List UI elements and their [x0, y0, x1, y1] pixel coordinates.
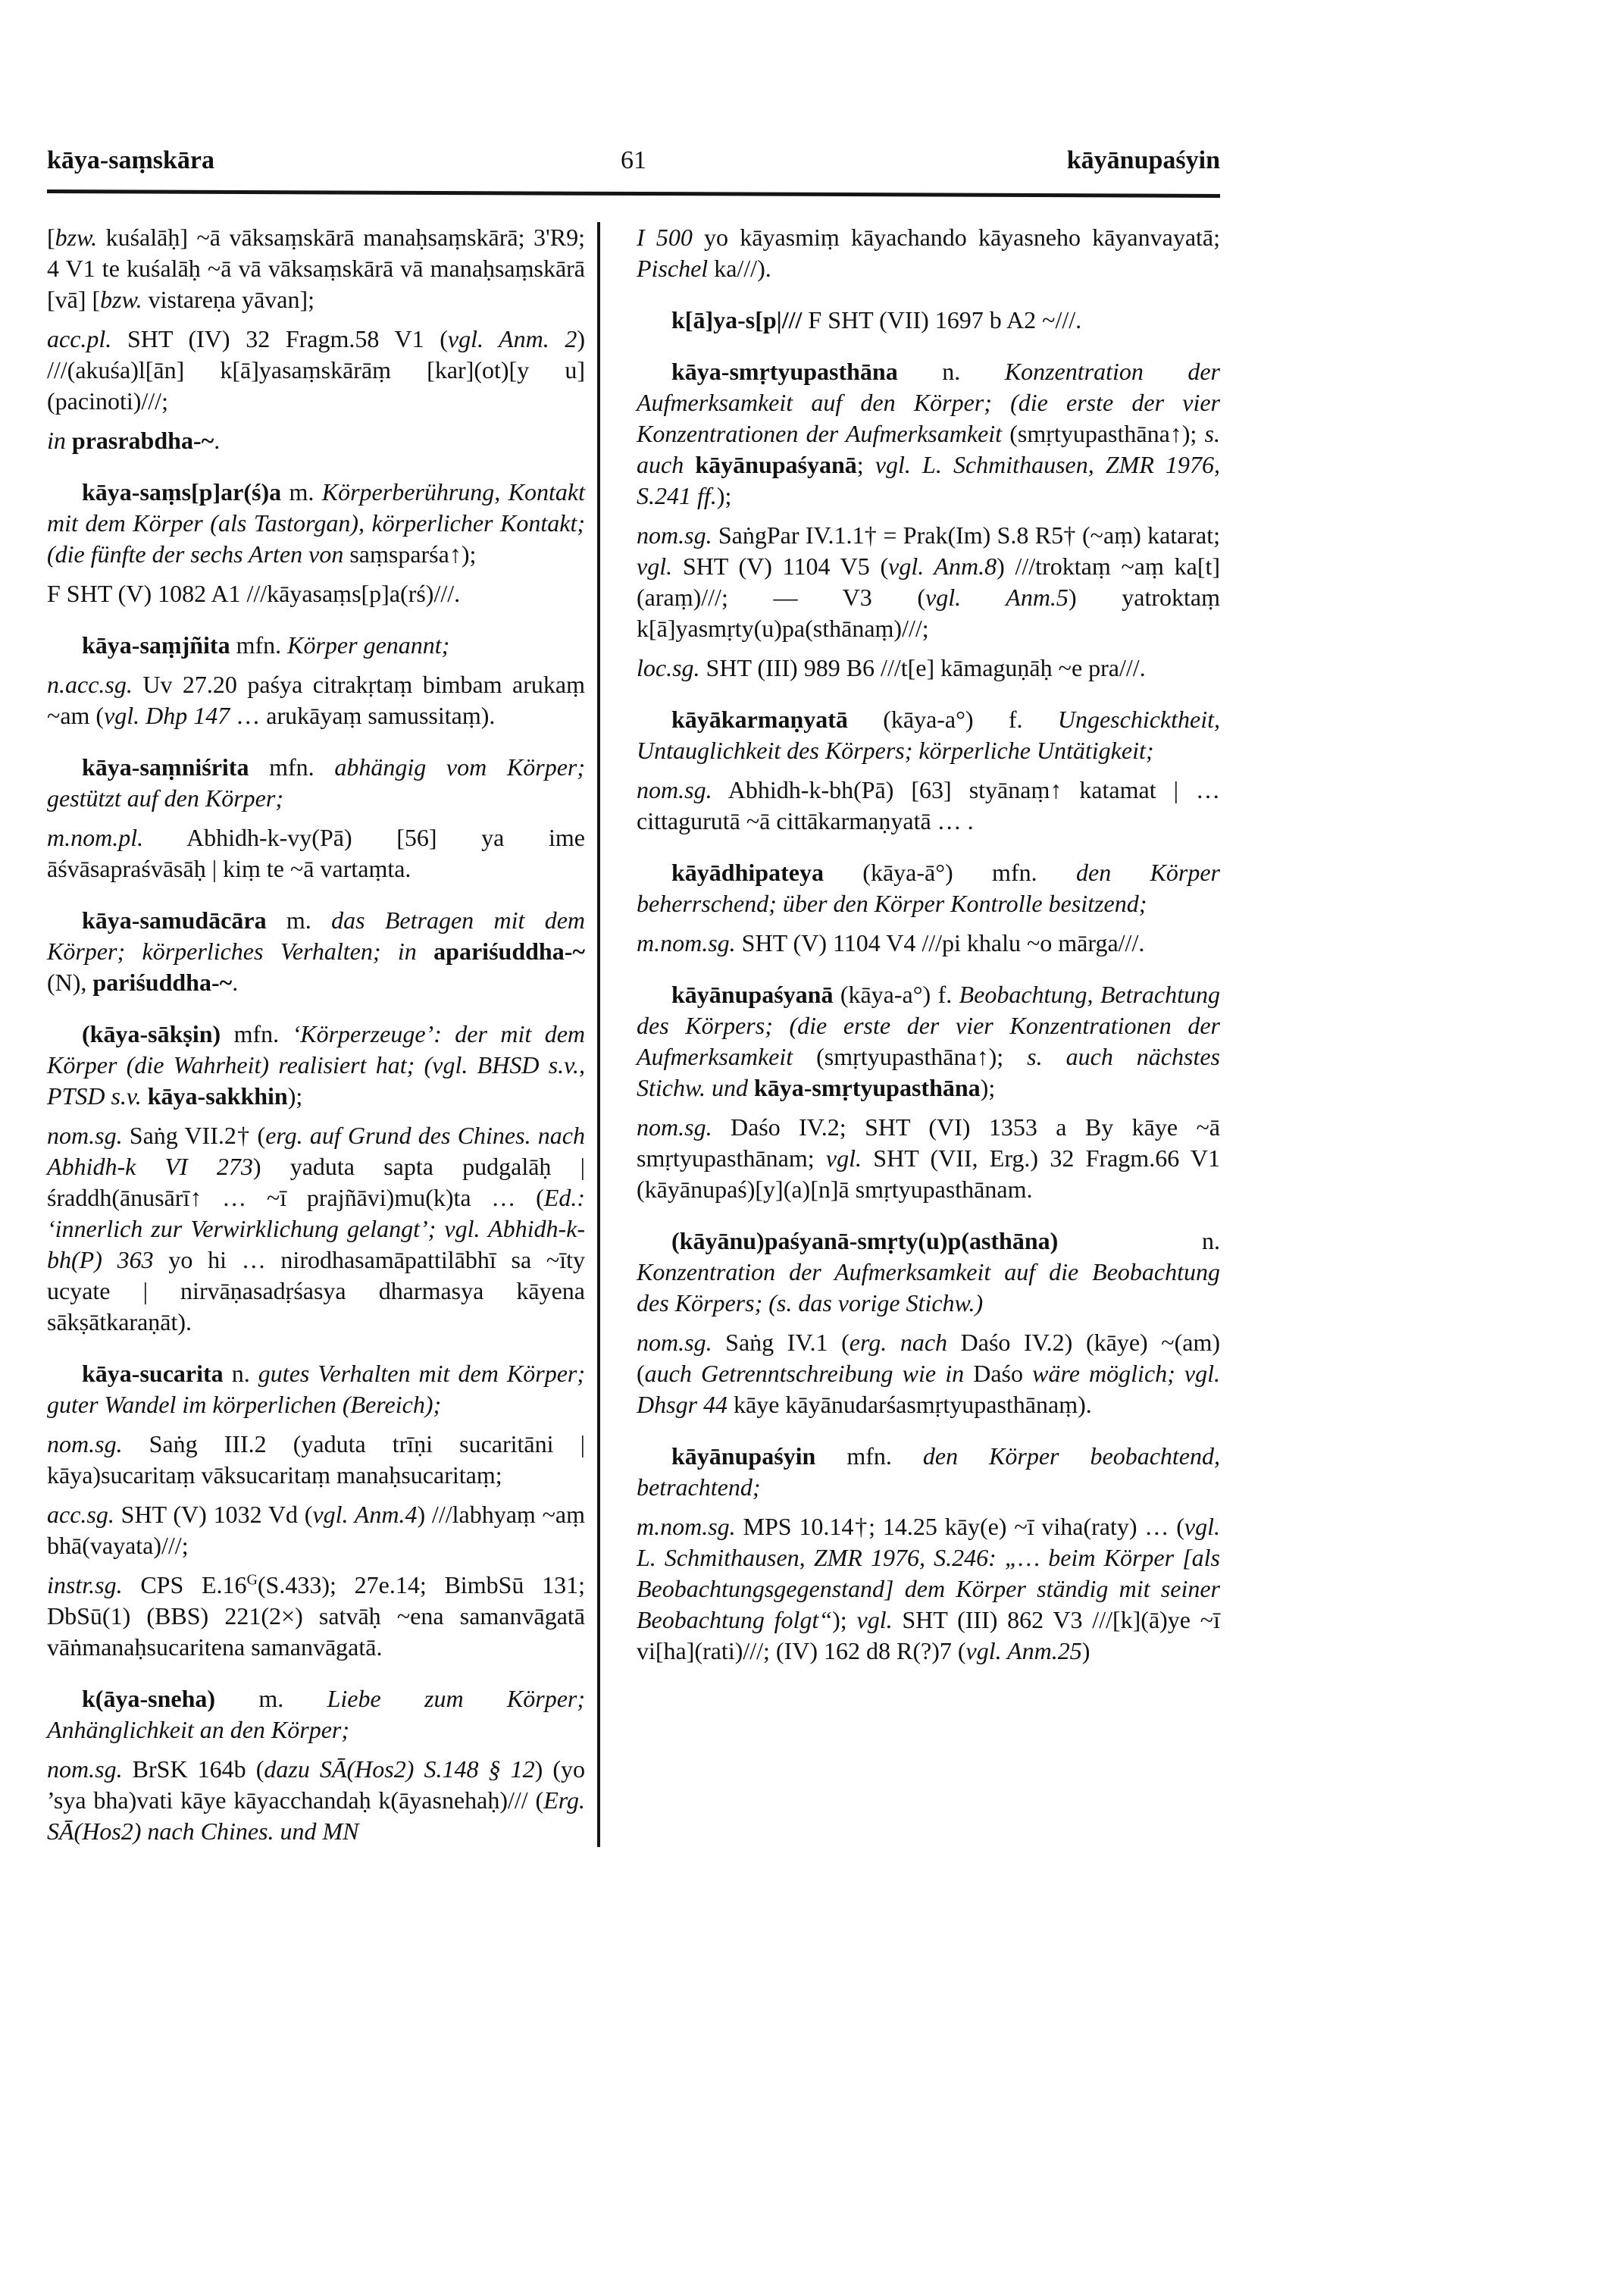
paragraph — [637, 1327, 1220, 1420]
text-run: ) ///(akuśa)l[ān] k[ā]yasaṃskārāṃ [kar](ot)[y u](pacinoti)///; — [47, 325, 585, 415]
text-run: prasrabdha-~ — [71, 427, 214, 454]
text-run: (kāyānu)paśyanā-smṛty(u)p(asthāna) — [671, 1227, 1059, 1254]
entry-paragraph — [637, 305, 1220, 336]
text-run: nom.sg. — [637, 1329, 712, 1356]
text-run: acc.pl. — [47, 325, 112, 352]
text-run — [66, 427, 72, 454]
text-run: dazu SĀ(Hos2) S.148 § 12 — [264, 1755, 535, 1783]
text-run: acc.sg. — [47, 1501, 114, 1528]
text-run: Konzentration der Aufmerksamkeit auf den Körper; (die erste der vier Konzentrationen der Aufmerksamkeit — [637, 358, 1220, 447]
running-header — [47, 144, 1220, 177]
text-run: nom.sg. — [47, 1122, 123, 1149]
text-run: vgl. — [637, 553, 673, 580]
text-run: den Körper beobachtend, betrachtend; — [637, 1442, 1220, 1501]
entry-paragraph — [637, 857, 1220, 919]
paragraph — [47, 1754, 585, 1847]
text-run: SHT (III) 862 V3 ///[k](ā)ye ~ī vi[ha](rati)///; (IV) 162 d8 R(?)7 ( — [637, 1606, 1221, 1664]
entry-paragraph — [47, 630, 585, 661]
right-column — [637, 222, 1220, 1847]
text-run: instr.sg. — [47, 1571, 123, 1598]
paragraph — [47, 222, 585, 315]
text-run: (S.433); 27e.14; BimbSū 131; DbSū(1) (BBS) 221(2×) satvāḥ ~ena samanvāgatā vāṅmanaḥsucaritena samanvāgatā. — [47, 1571, 586, 1661]
text-run: vgl. Dhp 147 — [104, 702, 230, 729]
page-number: 61 — [621, 146, 646, 174]
text-run: auch Getrenntschreibung wie in — [644, 1360, 965, 1387]
entry-paragraph — [637, 704, 1220, 766]
text-run: BrSK 164b ( — [122, 1755, 264, 1783]
text-run: Abhidh-k-vy(Pā) [56] ya ime āśvāsapraśvāsāḥ | kiṃ te ~ā vartaṃta. — [47, 824, 585, 882]
text-run: SHT (V) 1032 Vd ( — [114, 1501, 313, 1528]
entry-paragraph — [47, 1683, 585, 1745]
paragraph — [47, 1429, 585, 1491]
text-run: nom.sg. — [47, 1430, 123, 1457]
text-run: mfn. — [249, 753, 335, 781]
entry-paragraph — [47, 477, 585, 570]
text-run: vgl. Anm.25 — [965, 1637, 1082, 1664]
text-run: kāya-sakkhin — [147, 1082, 288, 1110]
entry-paragraph — [637, 356, 1220, 512]
text-run: kāya-sucarita — [82, 1360, 224, 1387]
text-run: erg. nach — [849, 1329, 948, 1356]
text-run: n. — [897, 358, 1005, 385]
text-run: Liebe zum Körper; Anhänglichkeit an den Körper; — [47, 1685, 586, 1743]
entry-paragraph — [637, 1441, 1220, 1503]
text-run: kāye kāyānudarśasmṛtyupasthānaṃ). — [728, 1391, 1092, 1418]
text-run: SHT (IV) 32 Fragm.58 V1 ( — [111, 325, 448, 352]
text-run: Saṅg VII.2† ( — [122, 1122, 266, 1149]
text-run: abhängig vom Körper; gestützt auf den Körper; — [47, 753, 585, 812]
text-run: ) (yo ’sya bha)vati kāye kāyacchandaḥ k(āyasnehaḥ)/// ( — [47, 1755, 586, 1814]
text-run: (kāya-ā°) mfn. — [823, 859, 1076, 886]
text-run: ) ///troktaṃ ~aṃ ka[t](araṃ)///; — V3 ( — [637, 553, 1221, 611]
header-right-headword: kāyānupaśyin — [1066, 146, 1220, 174]
text-run: ) yaduta sapta pudgalāḥ | śraddh(ānusārī↑ … ~ī prajñāvi)mu(k)ta … ( — [47, 1153, 586, 1211]
text-run: s. auch — [637, 420, 1220, 478]
text-run: mfn. — [815, 1442, 923, 1470]
text-run: pariśuddha-~ — [92, 969, 233, 996]
entry-paragraph — [47, 905, 585, 998]
text-run: Saṅg III.2 (yaduta trīṇi sucaritāni | kāya)sucaritaṃ vāksucaritaṃ manaḥsucaritaṃ; — [47, 1430, 585, 1489]
text-run: vgl. — [825, 1144, 862, 1172]
text-run: kāya-samudācāra — [82, 906, 267, 934]
text-run: . — [214, 427, 221, 454]
text-run: ‘Körperzeuge’: der mit dem Körper (die Wahrheit) realisiert hat; (vgl. BHSD s.v., PTSD s.v. — [47, 1020, 586, 1110]
text-run: mfn. — [221, 1020, 293, 1047]
text-run: wäre möglich; vgl. Dhsgr 44 — [637, 1360, 1221, 1418]
text-run: n. — [1058, 1227, 1220, 1254]
text-run: yo hi … nirodhasamāpattilābhī sa ~īty ucyate | nirvāṇasadṛśasya dharmasya kāyena sākṣātkaraṇāt). — [47, 1246, 585, 1335]
text-run: bzw. — [55, 224, 98, 251]
text-run: Beobachtung, Betrachtung des Körpers; (die erste der vier Konzentrationen der Aufmerksamkeit — [637, 981, 1220, 1070]
text-run: ); — [980, 1074, 996, 1101]
paragraph — [637, 222, 1220, 284]
text-run: F SHT (VII) 1697 b A2 ~///. — [802, 306, 1082, 333]
header-left-headword: kāya-saṃskāra — [47, 146, 215, 174]
text-run: (kāya-a°) f. — [833, 981, 959, 1008]
text-run: mfn. — [230, 631, 288, 659]
text-run: kāyādhipateya — [671, 859, 824, 886]
text-run: nom.sg. — [637, 776, 712, 803]
paragraph — [637, 1112, 1220, 1205]
text-run: gutes Verhalten mit dem Körper; guter Wandel im körperlichen (Bereich); — [47, 1360, 585, 1418]
text-run: ka///). — [708, 255, 771, 282]
text-run: kuśalāḥ] ~ā vāksaṃskārā manaḥsaṃskārā; 3'R9; 4 V1 te kuśalāḥ ~ā vā vāksaṃskārā vā manaḥsaṃskārā [vā] [ — [47, 224, 585, 313]
paragraph — [637, 1511, 1220, 1667]
text-run: kāyākarmaṇyatā — [671, 706, 848, 733]
text-run: vgl. Anm.5 — [925, 584, 1069, 611]
text-run: vgl. Anm.4 — [312, 1501, 418, 1528]
left-column — [47, 222, 585, 1847]
text-run: vgl. — [856, 1606, 893, 1633]
paragraph — [47, 669, 585, 731]
text-run: m. — [281, 478, 322, 506]
text-run — [684, 451, 695, 478]
text-run: Ungeschicktheit, Untauglichkeit des Körpers; körperliche Untätigkeit; — [637, 706, 1220, 764]
paragraph — [47, 578, 585, 609]
text-run: . — [232, 969, 239, 996]
text-run: k[ā]ya-s[p|/// — [671, 306, 803, 333]
text-run: ); — [287, 1082, 303, 1110]
text-run: das Betragen mit dem Körper; körperliches Verhalten; in — [47, 906, 586, 965]
text-run: Daśo — [964, 1360, 1033, 1387]
text-run: Saṅg IV.1 ( — [712, 1329, 850, 1356]
text-run: vgl. Anm.8 — [888, 553, 997, 580]
text-run: m. — [215, 1685, 327, 1712]
text-run: (N), — [47, 969, 93, 996]
text-run — [142, 1082, 148, 1110]
text-run: k(āya-sneha) — [82, 1685, 216, 1712]
text-run: ); — [832, 1606, 857, 1633]
text-run: den Körper beherrschend; über den Körper Kontrolle besitzend; — [637, 859, 1221, 917]
text-run: kāya-smṛtyupasthāna — [753, 1074, 981, 1101]
text-run: m. — [266, 906, 332, 934]
text-run: kāya-saṃs[p]ar(ś)a — [82, 478, 282, 506]
text-run: CPS E.16 — [122, 1571, 247, 1598]
text-run: erg. auf Grund des Chines. nach Abhidh-k VI 273 — [47, 1122, 586, 1180]
text-run: yo kāyasmiṃ kāyachando kāyasneho kāyanvayatā; — [692, 224, 1221, 251]
paragraph — [47, 324, 585, 417]
paragraph — [637, 653, 1220, 684]
header-rule — [47, 189, 1220, 198]
entry-paragraph — [47, 1358, 585, 1420]
text-run: Erg. SĀ(Hos2) nach Chines. und MN — [47, 1786, 585, 1845]
text-run: kāyānupaśyanā — [695, 451, 857, 478]
text-run: n.acc.sg. — [47, 671, 133, 698]
text-run: (kāya-a°) f. — [847, 706, 1058, 733]
text-run: nom.sg. — [47, 1755, 123, 1783]
text-run: ); — [716, 482, 732, 509]
text-run: Daśo IV.2) (kāye) ~(am) ( — [637, 1329, 1221, 1387]
text-run: saṃsparśa↑); — [343, 540, 477, 568]
text-run: vgl. L. Schmithausen, ZMR 1976, S.246: „… beim Körper [als Beobachtungsgegenstand] dem Körper ständig mit seiner Beobachtung folgt“ — [637, 1513, 1220, 1633]
text-run: SaṅgPar IV.1.1† = Prak(Im) S.8 R5† (~aṃ) katarat; — [712, 521, 1220, 549]
paragraph — [637, 928, 1220, 959]
text-run: Pischel — [637, 255, 709, 282]
text-run: ) ///labhyaṃ ~aṃ bhā(vayata)///; — [47, 1501, 586, 1559]
text-run: ) yatroktaṃ k[ā]yasmṛty(u)pa(sthānaṃ)///; — [637, 584, 1221, 642]
text-run: SHT (VII, Erg.) 32 Fragm.66 V1 (kāyānupaś)[y](a)[n]ā smṛtyupasthānam. — [637, 1144, 1220, 1203]
text-run — [417, 938, 433, 965]
text-run: (smṛtyupasthāna↑); — [1002, 420, 1205, 447]
text-run: G — [246, 1571, 258, 1589]
text-run: m.nom.sg. — [637, 1513, 736, 1540]
text-run: kāyānupaśyanā — [671, 981, 834, 1008]
text-run: vgl. L. Schmithausen, ZMR 1976, S.241 ff. — [637, 451, 1221, 509]
text-run: [ — [47, 224, 55, 251]
text-run: loc.sg. — [637, 654, 700, 681]
text-run: SHT (III) 989 B6 ///t[e] kāmaguṇāḥ ~e pra///. — [699, 654, 1146, 681]
text-run: ; — [856, 451, 875, 478]
text-run: in — [47, 427, 66, 454]
text-run: n. — [223, 1360, 258, 1387]
text-run: m.nom.sg. — [637, 929, 736, 956]
text-run: SHT (V) 1104 V5 ( — [672, 553, 889, 580]
text-run: (kāya-sākṣin) — [82, 1020, 221, 1047]
text-run: I 500 — [637, 224, 693, 251]
text-run: Ed.: ‘innerlich zur Verwirklichung gelangt’; vgl. Abhidh-k-bh(P) 363 — [47, 1184, 585, 1273]
text-run: m.nom.pl. — [47, 824, 144, 851]
text-run — [748, 1074, 754, 1101]
text-run: (smṛtyupasthāna↑); — [793, 1043, 1028, 1070]
text-run: s. auch nächstes Stichw. und — [637, 1043, 1220, 1101]
text-run: apariśuddha-~ — [433, 938, 585, 965]
text-run: Daśo IV.2; SHT (VI) 1353 a By kāye ~ā smṛtyupasthānam; — [637, 1113, 1220, 1172]
paragraph — [637, 520, 1220, 644]
text-run: MPS 10.14†; 14.25 kāy(e) ~ī viha(raty) … ( — [735, 1513, 1184, 1540]
paragraph — [47, 1499, 585, 1561]
text-run: ) — [1081, 1637, 1090, 1664]
columns — [47, 222, 1220, 1847]
text-run: kāyānupaśyin — [671, 1442, 816, 1470]
text-run: Konzentration der Aufmerksamkeit auf die Beobachtung des Körpers; (s. das vorige Stichw.) — [637, 1258, 1220, 1317]
text-run: Abhidh-k-bh(Pā) [63] styānaṃ↑ katamat | … cittagurutā ~ā cittākarmaṇyatā … . — [637, 776, 1220, 834]
paragraph — [47, 425, 585, 456]
text-run: Körper genannt; — [287, 631, 450, 659]
text-run: kāya-saṃniśrita — [82, 753, 249, 781]
paragraph — [47, 1570, 585, 1663]
entry-paragraph — [47, 752, 585, 814]
paragraph — [47, 822, 585, 884]
paragraph — [637, 775, 1220, 837]
entry-paragraph — [47, 1019, 585, 1112]
text-run: Körperberührung, Kontakt mit dem Körper (als Tastorgan), körperlicher Kontakt; (die fünfte der sechs Arten von — [47, 478, 585, 568]
text-run: SHT (V) 1104 V4 ///pi khalu ~o mārga///. — [735, 929, 1145, 956]
entry-paragraph — [637, 979, 1220, 1104]
text-run: kāya-smṛtyupasthāna — [671, 358, 898, 385]
text-run: bzw. — [100, 286, 142, 313]
text-block — [47, 144, 1220, 1847]
text-run: … arukāyaṃ samussitaṃ). — [230, 702, 496, 729]
text-run: Uv 27.20 paśya citrakṛtaṃ bimbam arukaṃ ~am ( — [47, 671, 585, 729]
text-run: nom.sg. — [637, 521, 712, 549]
text-run: F SHT (V) 1082 A1 ///kāyasaṃs[p]a(rś)///. — [47, 580, 461, 607]
text-run: nom.sg. — [637, 1113, 712, 1141]
text-run: vgl. Anm. 2 — [447, 325, 577, 352]
paragraph — [47, 1120, 585, 1338]
text-run: kāya-saṃjñita — [82, 631, 230, 659]
entry-paragraph — [637, 1226, 1220, 1319]
text-run: vistareṇa yāvan]; — [142, 286, 315, 313]
column-divider — [597, 222, 600, 1847]
